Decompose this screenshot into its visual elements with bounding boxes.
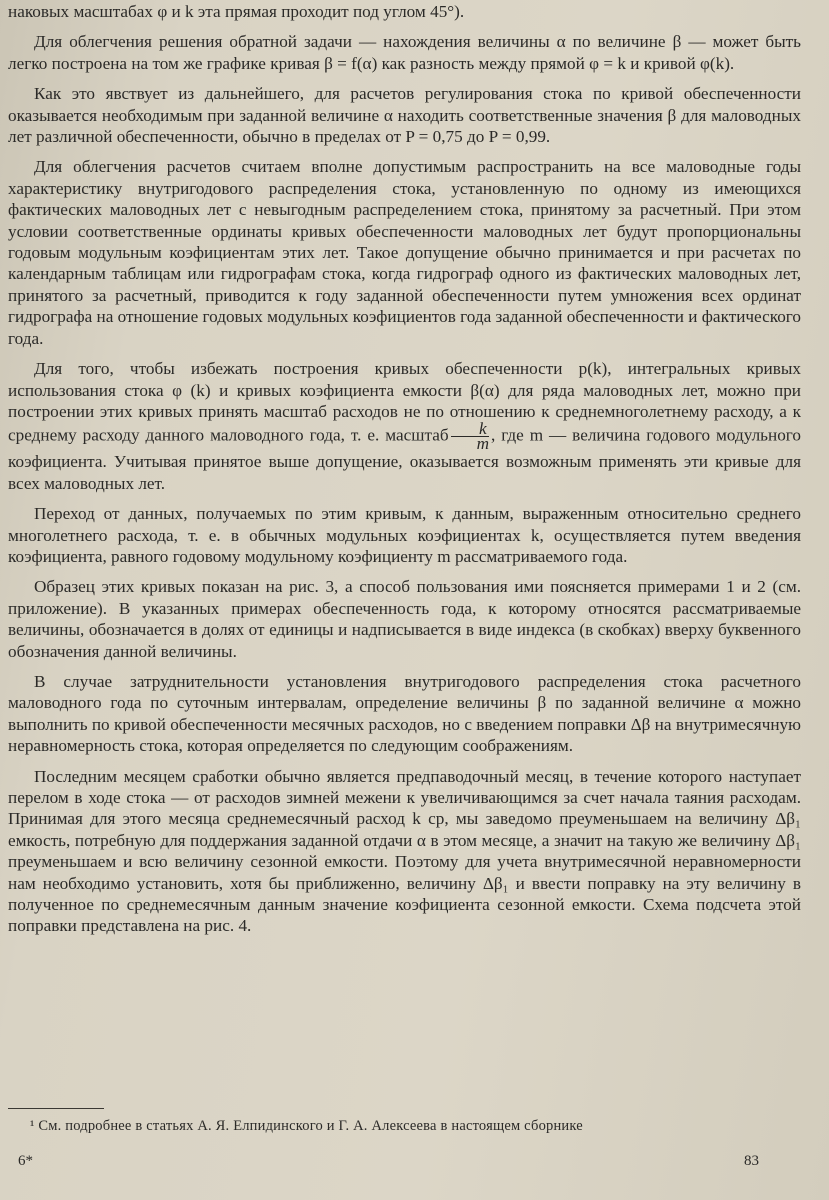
paragraph-7: В случае затруднительности установления внутригодового распределения стока расчетного маловодного года по суточным интервалам, определение величины β по заданной величине α можно выполнить по кривой обеспеченности месячных расходов, но с введением поправки Δβ на внутримесячную неравномерность стока, которая определяется по следующим соображениям.: [8, 671, 801, 756]
paragraph-2: Как это явствует из дальнейшего, для расчетов регулирования стока по кривой обеспеченности оказывается необходимым при заданной величине α находить соответственные значения β для маловодных лет различной обеспеченности, обычно в пределах от P = 0,75 до P = 0,99.: [8, 84, 801, 147]
paragraph-4: [0, 358, 829, 494]
footnote: ¹ См. подробнее в статьях А. Я. Елпидинского и Г. А. Алексеева в настоящем сборнике: [30, 1118, 583, 1134]
signature-mark: 6*: [18, 1153, 33, 1169]
paragraph-5: Переход от данных, получаемых по этим кривым, к данным, выраженным относительно среднего многолетнего расхода, т. е. в обычных модульных коэфициентах k, осуществляется путем введения коэфициента, равного годовому модульному коэфициенту m рассматриваемого года.: [8, 504, 801, 566]
paragraph-6: Образец этих кривых показан на рис. 3, а способ пользования ими поясняется примерами 1 и 2 (см. приложение). В указанных примерах обеспеченность года, к которому относятся рассматриваемые величины, обозначается в долях от единицы и надписывается в виде индекса (в скобках) вверху буквенного обозначения данной величины.: [8, 577, 801, 661]
paragraph-3: Для облегчения расчетов считаем вполне допустимым распространить на все маловодные годы характеристику внутригодового распределения стока, установленную по одному из имеющихся фактических маловодных лет с невыгодным распределением стока, принятому за расчетный. При этом условии соответственные ординаты кривых обеспеченности маловодных лет будут пропорциональны годовым модульным коэфициентам этих лет. Такое допущение обычно принимается и при расчетах по календарным таблицам или гидрографам стока, когда гидрограф одного из фактических маловодных лет, принятого за расчетный, приводится к году заданной обеспеченности путем умножения всех ординат гидрографа на отношение годовых модульных коэфициентов года заданной обеспеченности и фактического года.: [8, 157, 802, 348]
page-number: 83: [744, 1153, 759, 1169]
paragraph-1: Для облегчения решения обратной задачи — нахождения величины α по величине β — может быть легко построена на том же графике кривая β = f(α) как разность между прямой φ = k и кривой φ(k).: [8, 32, 801, 73]
fraction-k-over-m: $\frac{k}{m}$: [451, 422, 489, 451]
paragraph-continuation: наковых масштабах φ и k эта прямая проходит под углом 45°).: [8, 2, 465, 21]
paragraph-8: Последним месяцем сработки обычно является предпаводочный месяц, в течение которого наступает перелом в ходе стока — от расходов зимней межени к увеличивающимся за счет начала таяния расходам. Принимая для этого месяца среднемесячный расход k ср, мы заведомо преуменьшаем на величину Δβ₁ емкость, потребную для поддержания заданной отдачи α в этом месяце, а значит на такую же величину Δβ₁ преуменьшаем и всю величину сезонной емкости. Поэтому для учета внутримесячной неравномерности нам необходимо установить, хотя бы приближенно, величину Δβ₁ и ввести поправку на эту величину в полученное по среднемесячным данным значение коэфициента сезонной емкости. Схема подсчета этой поправки представлена на рис. 4.: [8, 766, 801, 936]
paragraph-4-start: Для того, чтобы избежать построения кривых обеспеченности p(k), интегральных кривых использования стока φ (k) и кривых коэфициента емкости β(α) для ряда маловодных лет, можно при построении этих кривых принять масштаб расходов не по отношению к среднемноголетнему расходу, а к среднему расходу данного маловодного года, т. е. масштаб: [8, 359, 801, 445]
paragraph-4-end: , где m — величина годового модульного коэфициента. Учитывая принятое выше допущение, оказывается возможным применять эти кривые для всех маловодных лет.: [8, 425, 801, 493]
footnote-divider: [8, 1108, 104, 1109]
